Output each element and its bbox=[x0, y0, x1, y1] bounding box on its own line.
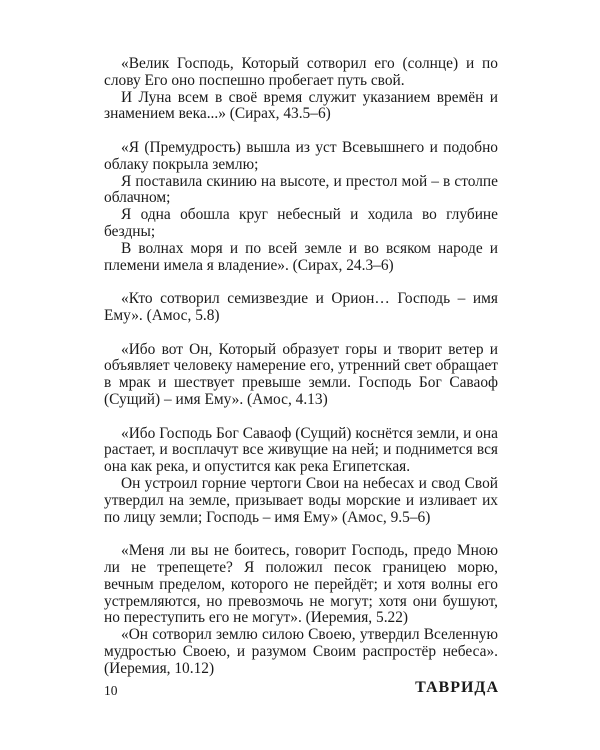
publisher-logo: ТАВРИДА bbox=[415, 679, 499, 696]
paragraph: Он устроил горние чертоги Свои на небесах и свод Свой утвердил на земле, призывает воды морские и изливает их по лицу земли; Господь – имя Ему» (Амос, 9.5–6) bbox=[104, 474, 498, 526]
paragraph: «Я (Премудрость) вышла из уст Всевышнего и подобно облаку покрыла землю; bbox=[104, 138, 498, 173]
paragraph: Я поставила скинию на высоте, и престол мой – в столпе облачном; bbox=[104, 172, 498, 207]
paragraph: «Кто сотворил семизвездие и Орион… Господь – имя Ему». (Амос, 5.8) bbox=[104, 290, 498, 324]
paragraph: Я одна обошла круг небесный и ходила во глубине бездны; bbox=[104, 206, 498, 240]
paragraph: «Он сотворил землю силою Своею, утвердил Вселенную мудростью Своею, и разумом Своим распростёр небеса». (Иеремия, 10.12) bbox=[104, 626, 498, 677]
paragraph: «Ибо вот Он, Который образует горы и творит ветер и объявляет человеку намерение его, утренний свет обращает в мрак и шествует превыше земли. Господь Бог Саваоф (Сущий) – имя Ему». (Амос, 4.13) bbox=[104, 340, 498, 408]
page-number: 10 bbox=[104, 683, 118, 698]
text-block bbox=[104, 56, 498, 677]
paragraph: В волнах моря и по всей земле и во всяком народе и племени имела я владение». (Сирах, 24.3–6) bbox=[104, 239, 498, 274]
paragraph: И Луна всем в своё время служит указанием времён и знамением века...» (Сирах, 43.5–6) bbox=[104, 88, 498, 123]
paragraph: «Ибо Господь Бог Саваоф (Сущий) коснётся земли, и она растает, и восплачут все живущие на ней; и поднимется вся она как река, и опустится как река Египетская. bbox=[104, 424, 498, 476]
paragraph: «Меня ли вы не боитесь, говорит Господь, предо Мною ли не трепещете? Я положил песок границею морю, вечным пределом, которого не перейдёт; и хотя волны его устремляются, но превозмочь не могут; хотя они бушуют, но переступить его не могут». (Иеремия, 5.22) bbox=[104, 542, 498, 627]
paragraph: «Велик Господь, Который сотворил его (солнце) и по слову Его оно поспешно пробегает путь свой. bbox=[104, 55, 498, 89]
